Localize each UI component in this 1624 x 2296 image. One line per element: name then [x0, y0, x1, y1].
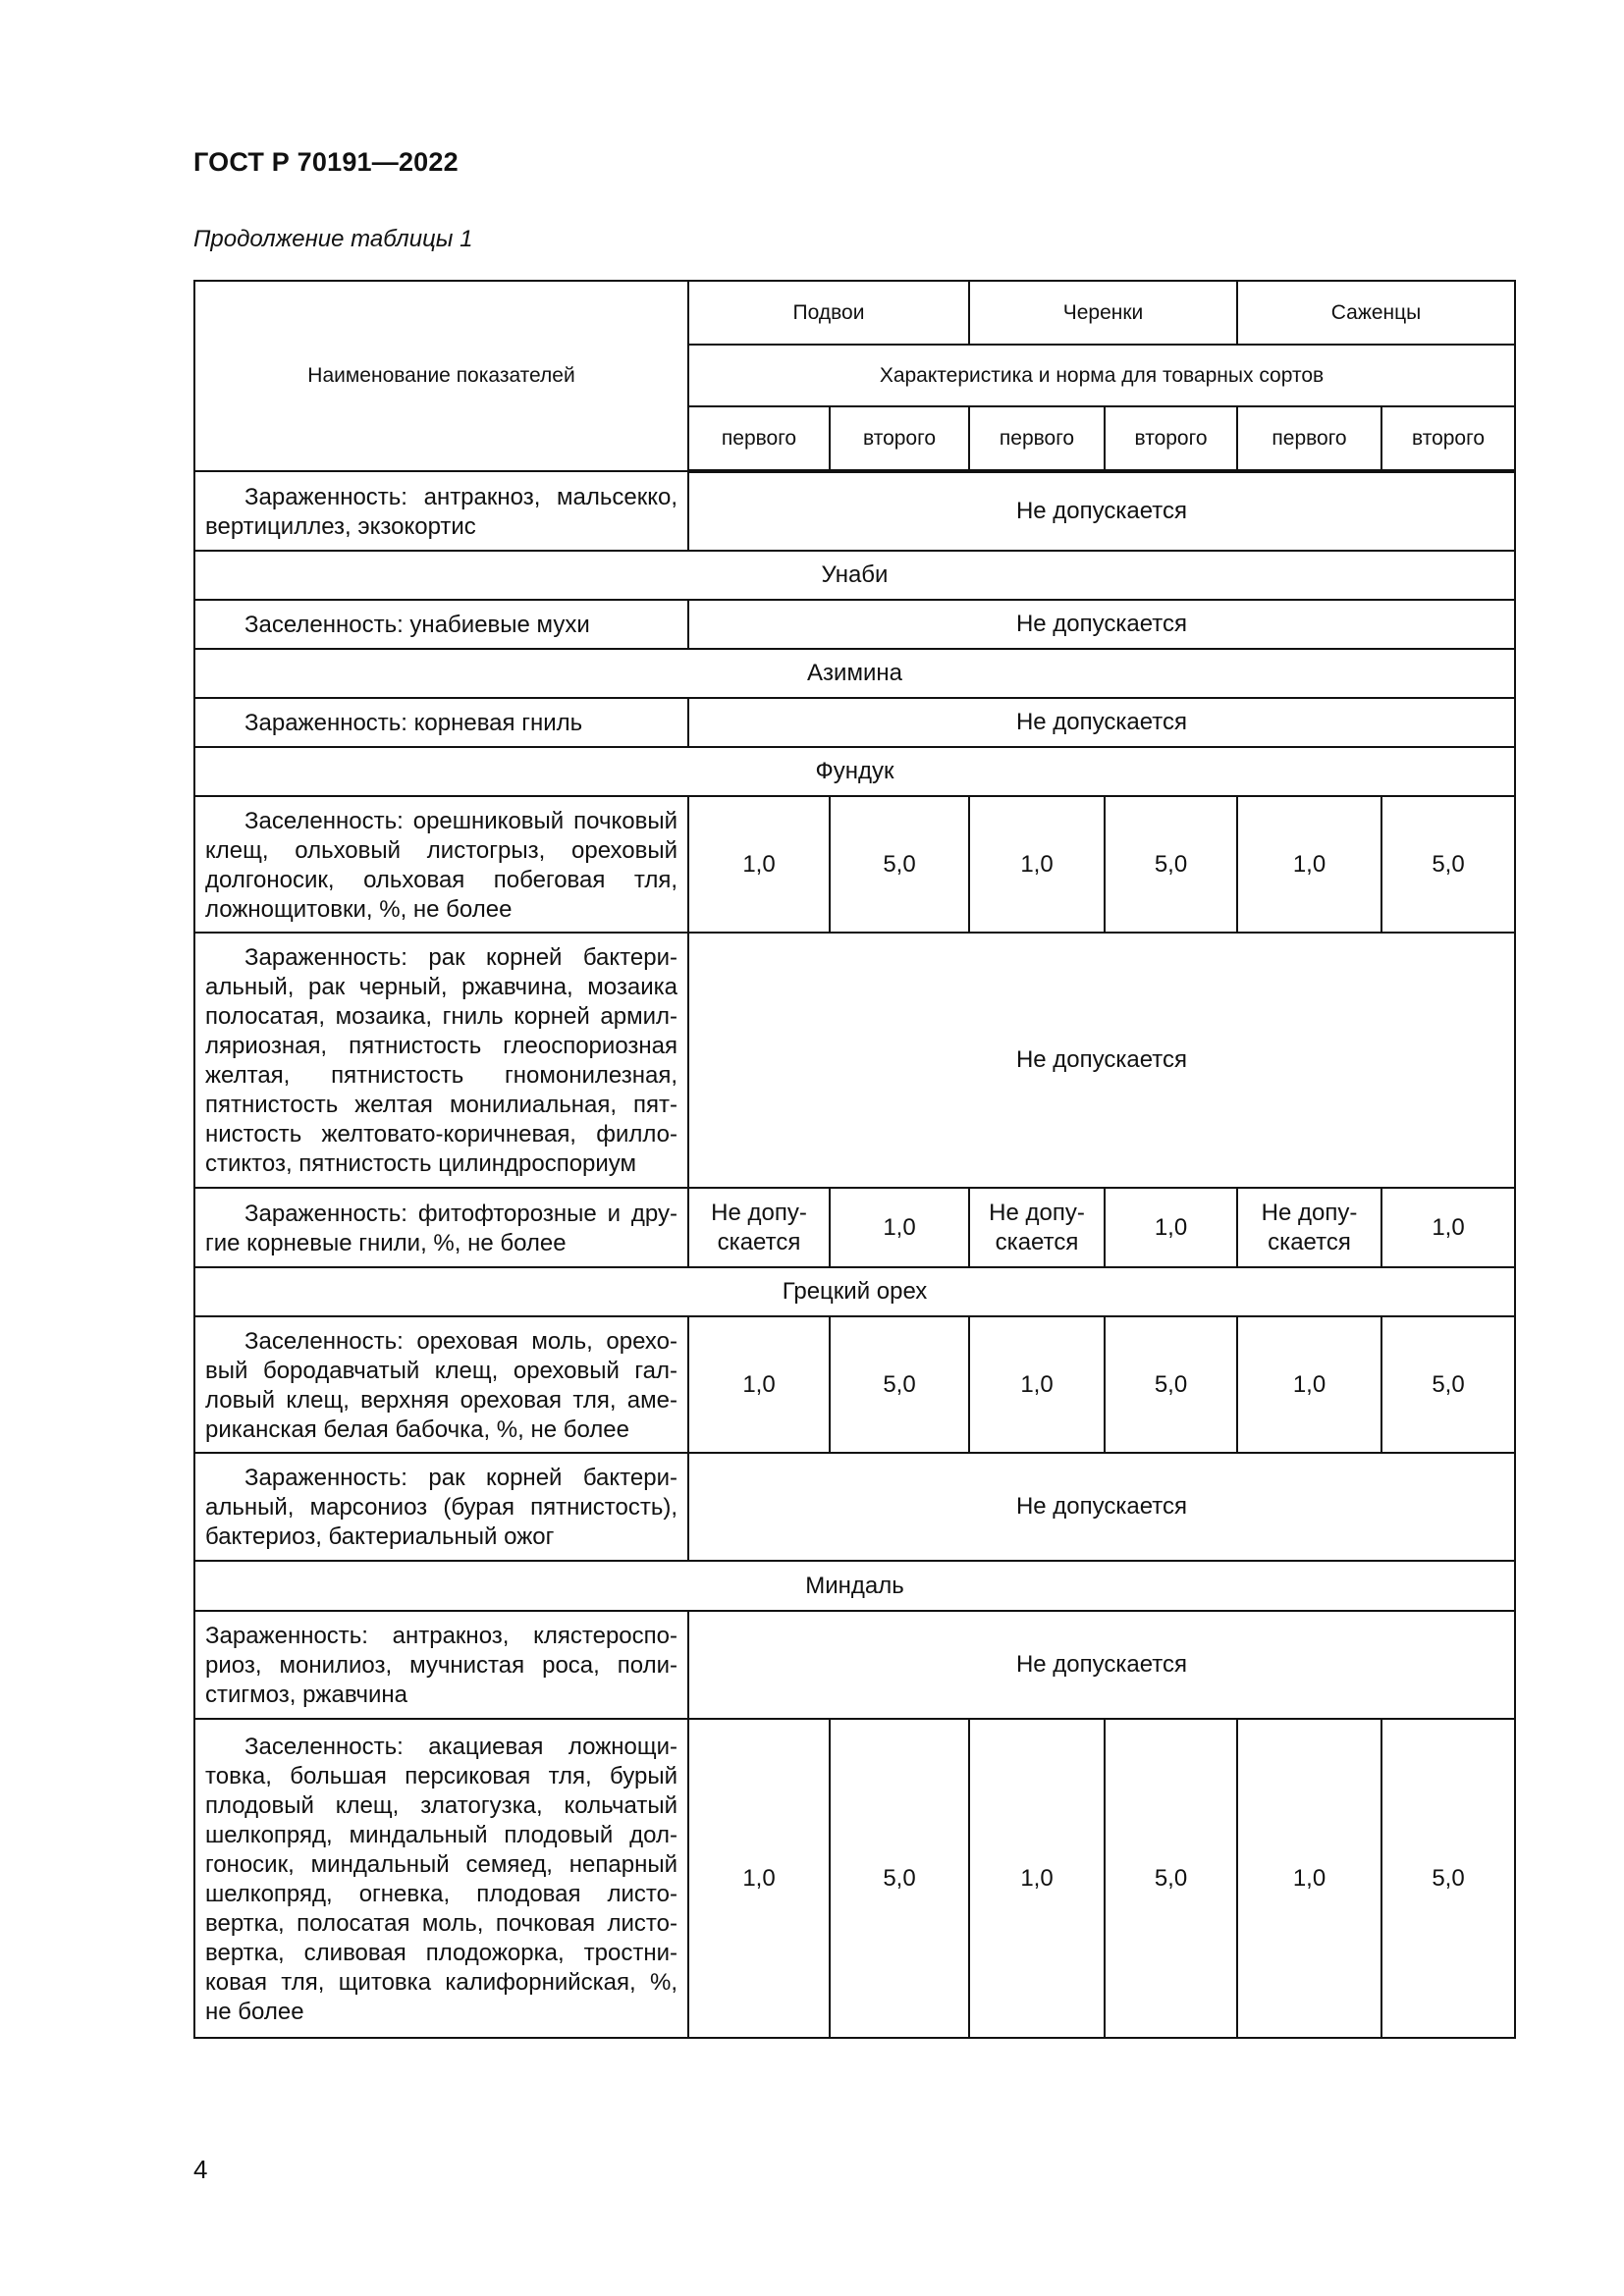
- norm-cell: Не допускается: [688, 698, 1515, 747]
- table-row: [194, 796, 1515, 933]
- header-grade: первого: [969, 406, 1105, 471]
- value-cell: 5,0: [1381, 1316, 1515, 1453]
- value-cell: 1,0: [1237, 1719, 1381, 2038]
- norm-cell: Не допускается: [688, 600, 1515, 649]
- norm-cell: Не допускается: [688, 933, 1515, 1188]
- indicator-cell: Заселенность: ореховая моль, ореховый бородавчатый клещ, ореховый галловый клещ, верхняя ореховая тля, американская белая бабочка, %, не более: [194, 1316, 688, 1453]
- header-grade: второго: [1381, 406, 1515, 471]
- value-cell: 1,0: [969, 1719, 1105, 2038]
- header-row-groups: [194, 281, 1515, 345]
- section-title-walnut: Грецкий орех: [194, 1267, 1515, 1316]
- norm-cell: Не допускается: [688, 471, 1515, 551]
- section-row: [194, 1561, 1515, 1611]
- value-cell: 5,0: [1381, 1719, 1515, 2038]
- indicator-cell: Зараженность: корневая гниль: [194, 698, 688, 747]
- value-cell: 1,0: [688, 1719, 830, 2038]
- indicator-cell: Зараженность: фитофторозные и другие корневые гнили, %, не более: [194, 1188, 688, 1267]
- value-cell: 5,0: [1105, 1316, 1237, 1453]
- norm-cell: Не допускается: [688, 1453, 1515, 1561]
- value-cell: 1,0: [688, 796, 830, 933]
- table-continuation-caption: Продолжение таблицы 1: [193, 226, 473, 252]
- indicator-cell: Зараженность: рак корней бактериальный, рак черный, ржавчина, мозаика полосатая, мозаика, гниль корней армилляриозная, пятнистость глеоспориозная желтая, пятнистость гномонилезная, пятнистость желтая монилиальная, пятнистость желтовато-коричневая, филлостиктоз, пятнистость цилиндроспориум: [194, 933, 688, 1188]
- value-cell: 5,0: [830, 1316, 969, 1453]
- value-cell: 5,0: [830, 1719, 969, 2038]
- value-cell: Не допускается: [688, 1188, 830, 1267]
- section-row: [194, 747, 1515, 796]
- header-indicator: Наименование показателей: [194, 281, 688, 471]
- value-cell: 1,0: [1105, 1188, 1237, 1267]
- header-characteristic: Характеристика и норма для товарных сортов: [688, 345, 1515, 406]
- table-row: [194, 933, 1515, 1188]
- table-row: [194, 1719, 1515, 2038]
- value-cell: 5,0: [1381, 796, 1515, 933]
- value-cell: 1,0: [1237, 1316, 1381, 1453]
- document-code: ГОСТ Р 70191—2022: [193, 147, 459, 177]
- indicator-cell: Зараженность: антракноз, мальсекко, вертициллез, экзокортис: [194, 471, 688, 551]
- value-cell: 5,0: [1105, 1719, 1237, 2038]
- section-title-almond: Миндаль: [194, 1561, 1515, 1611]
- section-title-funduk: Фундук: [194, 747, 1515, 796]
- value-cell: 1,0: [830, 1188, 969, 1267]
- table-row: [194, 698, 1515, 747]
- value-cell: 1,0: [688, 1316, 830, 1453]
- indicator-cell: Заселенность: унабиевые мухи: [194, 600, 688, 649]
- value-cell: 1,0: [1237, 796, 1381, 933]
- value-cell: 1,0: [969, 1316, 1105, 1453]
- value-cell: 1,0: [969, 796, 1105, 933]
- value-cell: Не допускается: [969, 1188, 1105, 1267]
- section-row: [194, 1267, 1515, 1316]
- value-cell: Не допускается: [1237, 1188, 1381, 1267]
- table-row: [194, 1611, 1515, 1719]
- header-grade: второго: [1105, 406, 1237, 471]
- table-row: [194, 600, 1515, 649]
- specification-table: [193, 280, 1516, 2039]
- norm-cell: Не допускается: [688, 1611, 1515, 1719]
- indicator-cell: Заселенность: орешниковый почковый клещ, ольховый листогрыз, ореховый долгоносик, ольховая побеговая тля, ложнощитовки, %, не более: [194, 796, 688, 933]
- section-row: [194, 551, 1515, 600]
- page-number: 4: [193, 2155, 208, 2184]
- value-cell: 5,0: [830, 796, 969, 933]
- header-grade: второго: [830, 406, 969, 471]
- section-title-azimina: Азимина: [194, 649, 1515, 698]
- table-row: [194, 471, 1515, 551]
- header-grade: первого: [688, 406, 830, 471]
- header-group-seedlings: Саженцы: [1237, 281, 1515, 345]
- indicator-cell: Заселенность: акациевая ложнощитовка, большая персиковая тля, бурый плодовый клещ, златогузка, кольчатый шелкопряд, миндальный плодовый долгоносик, миндальный семяед, непарный шелкопряд, огневка, плодовая листовертка, полосатая моль, почковая листовертка, сливовая плодожорка, тростниковая тля, щитовка калифорнийская, %, не более: [194, 1719, 688, 2038]
- indicator-cell: Зараженность: рак корней бактериальный, марсониоз (бурая пятнистость), бактериоз, бактериальный ожог: [194, 1453, 688, 1561]
- table-row: [194, 1316, 1515, 1453]
- header-group-cuttings: Черенки: [969, 281, 1237, 345]
- table-row: [194, 1453, 1515, 1561]
- section-row: [194, 649, 1515, 698]
- table-row: [194, 1188, 1515, 1267]
- value-cell: 1,0: [1381, 1188, 1515, 1267]
- value-cell: 5,0: [1105, 796, 1237, 933]
- section-title-unabi: Унаби: [194, 551, 1515, 600]
- header-group-rootstocks: Подвои: [688, 281, 969, 345]
- header-grade: первого: [1237, 406, 1381, 471]
- indicator-cell: Зараженность: антракноз, клястероспориоз, монилиоз, мучнистая роса, полистигмоз, ржавчина: [194, 1611, 688, 1719]
